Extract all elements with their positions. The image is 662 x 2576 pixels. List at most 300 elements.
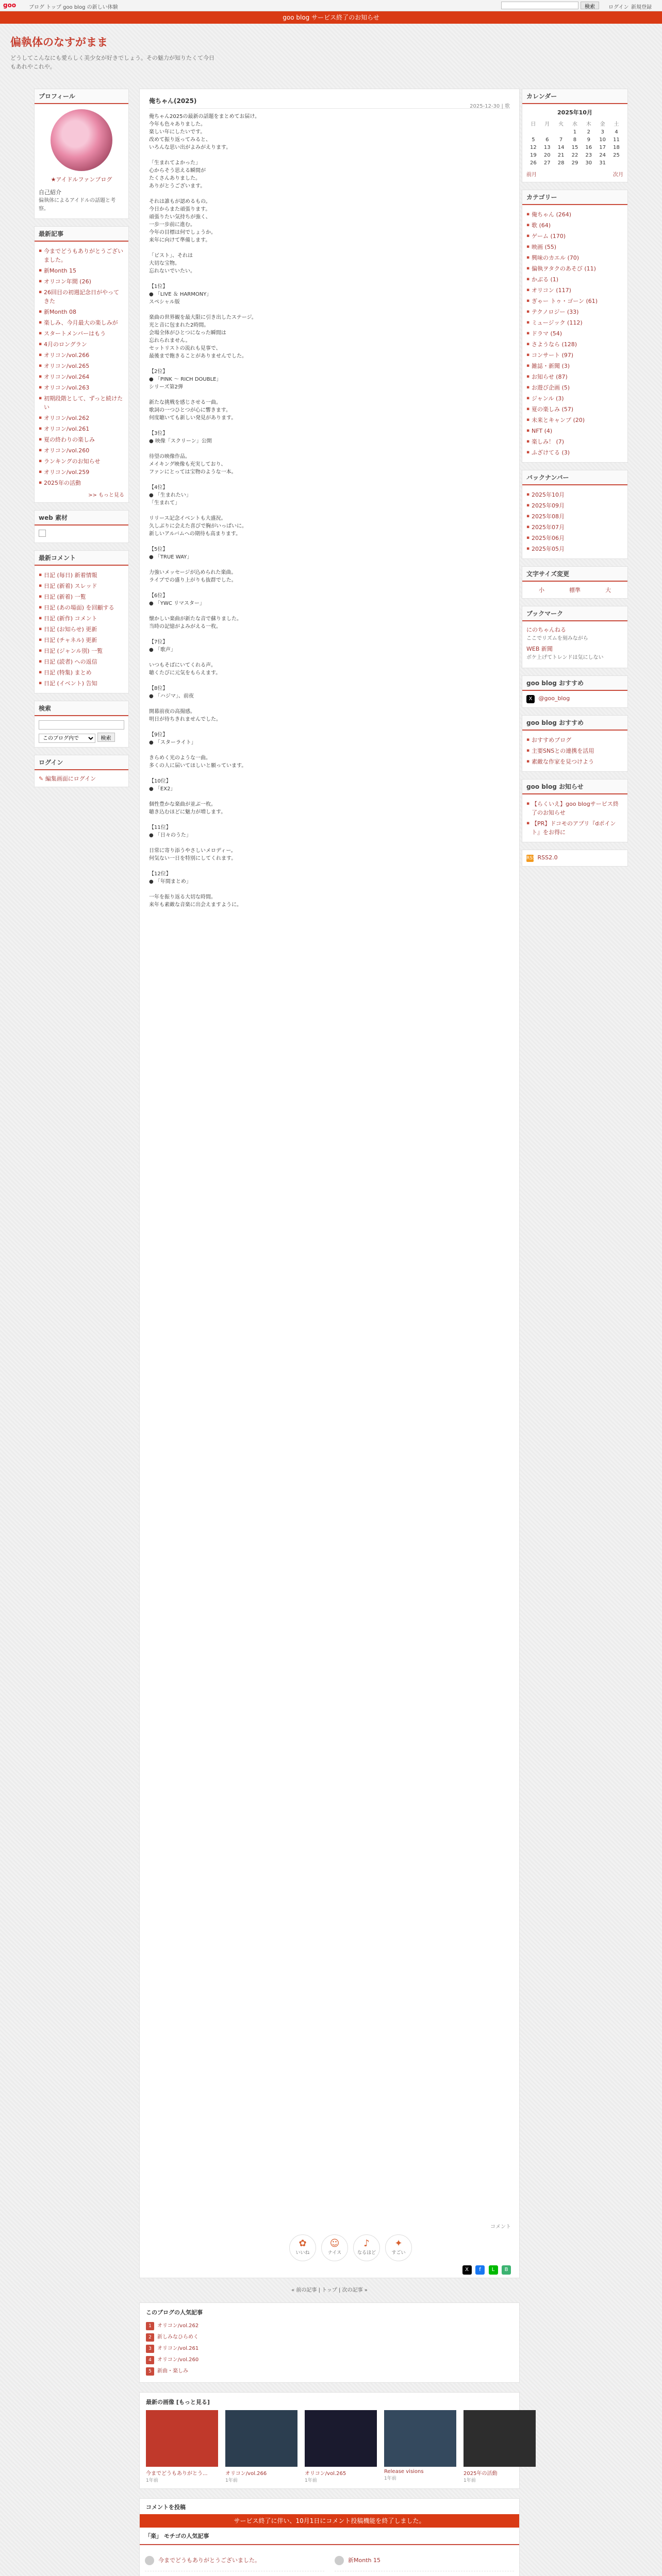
calendar-table xyxy=(526,118,623,167)
popular-posts-list xyxy=(146,2320,513,2377)
bookmark-item xyxy=(526,645,623,660)
reaction-label: いいね xyxy=(295,2250,310,2256)
category-link[interactable]: 興味のカエル (70) xyxy=(532,255,580,261)
list-item xyxy=(39,656,124,667)
list-item xyxy=(39,350,124,361)
latest-image-card[interactable] xyxy=(464,2410,536,2483)
service-end-banner[interactable]: goo blog サービス終了のお知らせ xyxy=(0,11,662,24)
news-list xyxy=(526,799,623,838)
reaction-button[interactable] xyxy=(353,2234,380,2261)
login-box xyxy=(34,755,129,787)
popular-article-link[interactable] xyxy=(348,2571,393,2576)
calendar-day[interactable]: 13 xyxy=(543,145,551,150)
recent-post-link[interactable]: ランキングのお知らせ xyxy=(44,458,101,465)
recommend-list xyxy=(526,735,623,767)
recent-post-link[interactable]: 楽しみ、今月最大の楽しみが xyxy=(44,319,118,326)
article-body xyxy=(149,113,288,909)
ranking-link[interactable]: オリコン/vol.260 xyxy=(157,2357,199,2363)
calendar-week xyxy=(526,151,623,159)
list-item xyxy=(526,382,623,393)
list-item xyxy=(526,361,623,371)
bookmark-share-icon[interactable]: B xyxy=(502,2265,511,2275)
facebook-share-icon[interactable]: f xyxy=(475,2265,485,2275)
recommend-link[interactable]: おすすめブログ xyxy=(532,737,572,743)
recommend-title: goo blog おすすめ xyxy=(522,716,627,731)
left-sidebar xyxy=(34,89,129,794)
category-link[interactable]: 映画 (55) xyxy=(532,244,557,250)
category-link[interactable]: オリコン (117) xyxy=(532,287,571,294)
recent-post-link[interactable]: オリコン年間 (26) xyxy=(44,278,91,285)
latest-image-title[interactable]: 2025年の活動 xyxy=(464,2471,498,2477)
list-item xyxy=(526,220,623,231)
list-item xyxy=(526,393,623,404)
recent-comment-link[interactable]: 日記 (イベント) 告知 xyxy=(44,680,97,687)
recent-comment-link[interactable]: 日記 (読者) への返信 xyxy=(44,658,97,665)
popular-article-item[interactable] xyxy=(335,2550,514,2571)
calendar-day[interactable]: 15 xyxy=(571,145,578,150)
font-size-large-button[interactable]: 大 xyxy=(605,587,611,594)
reaction-button[interactable] xyxy=(321,2234,348,2261)
latest-image-card[interactable] xyxy=(225,2410,297,2483)
calendar-day[interactable]: 31 xyxy=(599,160,606,166)
calendar-day xyxy=(526,128,540,136)
list-item xyxy=(39,570,124,581)
recent-comments-box xyxy=(34,550,129,693)
latest-image-card[interactable] xyxy=(305,2410,377,2483)
list-item xyxy=(39,581,124,591)
recent-comment-link[interactable]: 日記 (新着) 一覧 xyxy=(44,594,86,600)
login-title: ログイン xyxy=(35,755,128,770)
backnumber-link[interactable]: 2025年05月 xyxy=(532,546,565,552)
latest-image-thumbnail[interactable] xyxy=(305,2410,377,2467)
article-date: 2025-12-30 | 歌 xyxy=(470,104,510,109)
profile-description: 偏執体によるアイドルの話題と考察。 xyxy=(39,198,116,212)
calendar-day[interactable]: 12 xyxy=(530,145,537,150)
ranking-item xyxy=(146,2343,513,2354)
list-item xyxy=(39,361,124,371)
article-paragraph: 俺ちゃん2025の最新の話題をまとめてお届け。 今年も色々ありました。 楽しい年にしたいです。 改めて振り返ってみると、 いろんな思い出がよみがえります。 xyxy=(149,114,260,150)
calendar-weekday: 月 xyxy=(544,122,550,127)
recent-post-link[interactable]: オリコン/vol.260 xyxy=(44,447,90,454)
recent-post-link[interactable]: オリコン/vol.259 xyxy=(44,469,90,476)
calendar-day[interactable]: 24 xyxy=(599,152,606,158)
calendar-day[interactable]: 3 xyxy=(601,129,604,135)
category-link[interactable]: 偏執ヲタクのあそび (11) xyxy=(532,265,596,272)
latest-image-title[interactable]: 今までどうもありがとう... xyxy=(146,2471,208,2477)
rss-icon: RSS xyxy=(526,856,536,861)
calendar-week xyxy=(526,128,623,136)
calendar-day[interactable]: 26 xyxy=(530,160,537,166)
rss-box xyxy=(522,850,628,867)
list-item xyxy=(39,265,124,276)
reaction-label: ナイス xyxy=(327,2250,342,2256)
signup-link[interactable]: 新規登録 xyxy=(631,5,652,10)
latest-images-title[interactable]: 最新の画像 [もっと見る] xyxy=(146,2399,210,2405)
blog-search-input[interactable] xyxy=(39,720,124,730)
calendar-day[interactable]: 6 xyxy=(545,137,549,143)
list-item xyxy=(39,635,124,646)
article-paragraph: 【3位】 ● 映像「スクリーン」公開 待望の映像作品。 メイキング映像も充実しており、 ファンにとっては宝物のような一本。 xyxy=(149,431,237,475)
main-column xyxy=(139,89,520,2576)
recommend-link[interactable]: 主要SNSとの連携を活用 xyxy=(532,748,594,754)
recent-post-link[interactable]: 2025年の活動 xyxy=(44,480,81,486)
recent-comment-link[interactable]: 日記 (お知らせ) 更新 xyxy=(44,626,97,633)
reaction-icon: ♪ xyxy=(363,2238,370,2249)
latest-image-date: 1年前 xyxy=(305,2478,317,2483)
calendar-weekday: 水 xyxy=(572,122,577,127)
category-link[interactable]: ゲーム (170) xyxy=(532,233,566,240)
calendar-day[interactable]: 23 xyxy=(585,152,592,158)
font-size-box xyxy=(522,566,628,599)
recent-posts-box xyxy=(34,226,129,503)
article-footer xyxy=(140,2224,519,2278)
comment-post-box xyxy=(139,2498,520,2576)
reaction-icon: ✿ xyxy=(299,2238,307,2249)
category-title: カテゴリー xyxy=(522,190,627,205)
login-link[interactable]: ログイン xyxy=(608,5,629,10)
calendar-day[interactable]: 27 xyxy=(543,160,551,166)
article-pager[interactable]: « 前の記事 | トップ | 次の記事 » xyxy=(291,2287,368,2293)
article-thumb-icon xyxy=(145,2556,154,2565)
list-item xyxy=(39,602,124,613)
category-link[interactable]: コンサート (97) xyxy=(532,352,574,359)
calendar-day[interactable]: 20 xyxy=(543,152,551,158)
latest-image-title[interactable]: オリコン/vol.265 xyxy=(305,2471,346,2477)
list-item xyxy=(526,307,623,317)
calendar-next-link[interactable]: 次月 xyxy=(613,172,623,178)
article-paragraph: それは誰もが認めるもの。 今日からまた頑張ります。 頑張りたい気持ちが強く、 一歩一歩前に進む。 今年の目標は何でしょうか。 来年に向けて準備します。 xyxy=(149,199,216,243)
category-link[interactable]: お遊び企画 (5) xyxy=(532,384,570,391)
category-link[interactable]: ミュージック (112) xyxy=(532,319,583,326)
web-widget-box xyxy=(34,510,129,543)
bookmark-list xyxy=(522,621,627,668)
recent-post-link[interactable]: スタートメンバーはもう xyxy=(44,330,106,337)
line-share-icon[interactable]: L xyxy=(489,2265,498,2275)
rss-link[interactable]: RSS2.0 xyxy=(537,854,558,861)
backnumber-list xyxy=(526,489,623,554)
popular-article-item[interactable] xyxy=(335,2571,514,2576)
article xyxy=(139,89,520,2278)
article-paragraph: 【10位】 ● 「EX2」 個性豊かな楽曲が並ぶ一枚。 聴き込むほどに魅力が増します。 xyxy=(149,778,226,815)
latest-image-date: 1年前 xyxy=(146,2478,158,2483)
list-item xyxy=(39,613,124,624)
list-item xyxy=(526,735,623,745)
list-item xyxy=(526,339,623,350)
calendar-day[interactable]: 10 xyxy=(599,137,606,143)
list-item xyxy=(526,745,623,756)
latest-image-thumbnail[interactable] xyxy=(384,2410,456,2467)
ranking-link[interactable]: オリコン/vol.261 xyxy=(157,2346,199,2351)
calendar-prev-link[interactable]: 前月 xyxy=(526,172,537,178)
popular-article-item[interactable] xyxy=(145,2571,324,2576)
pencil-icon: ✎ xyxy=(39,775,44,782)
calendar-day[interactable]: 9 xyxy=(587,137,590,143)
list-item xyxy=(526,231,623,242)
list-item xyxy=(526,415,623,426)
list-item xyxy=(526,274,623,285)
list-item xyxy=(526,436,623,447)
recent-post-link[interactable]: 26回目の初週記念日がやってきた xyxy=(44,289,119,304)
recent-comment-link[interactable]: 日記 (新着) スレッド xyxy=(44,583,97,589)
list-item xyxy=(39,287,124,307)
latest-image-date: 1年前 xyxy=(225,2478,238,2483)
font-size-small-button[interactable]: 小 xyxy=(539,587,544,594)
share-buttons xyxy=(460,2265,511,2275)
list-item xyxy=(526,242,623,252)
recent-post-link[interactable]: オリコン/vol.262 xyxy=(44,415,90,421)
latest-image-thumbnail[interactable] xyxy=(464,2410,536,2467)
category-link[interactable]: 俺ちゃん (264) xyxy=(532,211,572,218)
profile-box xyxy=(34,89,129,219)
avatar[interactable] xyxy=(51,109,112,171)
list-item xyxy=(526,296,623,307)
recent-comment-link[interactable]: 日記 (チャネル) 更新 xyxy=(44,637,97,643)
list-item xyxy=(526,328,623,339)
category-link[interactable]: 楽しみ！ (7) xyxy=(532,438,565,445)
latest-image-title[interactable]: Release visions xyxy=(384,2469,424,2475)
font-size-title: 文字サイズ変更 xyxy=(522,567,627,582)
reaction-label: すごい xyxy=(391,2250,406,2256)
profile-title: プロフィール xyxy=(35,89,128,104)
list-item xyxy=(526,263,623,274)
ranking-link[interactable]: オリコン/vol.262 xyxy=(157,2323,199,2329)
list-item xyxy=(526,426,623,436)
list-item xyxy=(526,756,623,767)
calendar-day[interactable]: 28 xyxy=(557,160,565,166)
category-link[interactable]: 雑誌・新聞 (3) xyxy=(532,363,570,369)
calendar-day[interactable]: 16 xyxy=(585,145,592,150)
recent-post-link[interactable]: 初期段階として、ずっと続けたい xyxy=(44,395,123,411)
rank-number: 1 xyxy=(146,2322,154,2330)
list-item xyxy=(526,533,623,544)
category-link[interactable]: ぎゃー トゥ・ゴーン (61) xyxy=(532,298,598,304)
article-paragraph: 【5位】 ● 「TRUE WAY」 力強いメッセージが込められた楽曲。 ライブでの盛り上がりも抜群でした。 xyxy=(149,547,237,583)
search-scope-select[interactable] xyxy=(39,734,95,743)
popular-articles-title: 「楽」 モチゴの人気記事 xyxy=(140,2528,519,2545)
article-paragraph: 【9位】 ● 「スターライト」 きらめく光のような一曲。 多くの人に届いてほしいと願っています。 xyxy=(149,732,247,769)
backnumber-link[interactable]: 2025年08月 xyxy=(532,513,565,520)
calendar-day[interactable]: 17 xyxy=(599,145,606,150)
recent-post-link[interactable]: オリコン/vol.265 xyxy=(44,363,90,369)
follow-account-link[interactable]: @goo_blog xyxy=(538,695,570,702)
goo-logo[interactable]: goo xyxy=(3,2,16,9)
calendar-day[interactable]: 5 xyxy=(532,137,535,143)
blog-description: どうしてこんなにも愛らしく美少女が好きでしょう。その魅力が知りたくて今日もあれやこれや。 xyxy=(10,55,214,70)
calendar-month: 2025年10月 xyxy=(557,109,592,116)
popular-article-link[interactable]: 新Month 15 xyxy=(348,2557,380,2564)
list-item xyxy=(526,371,623,382)
search-title: 検索 xyxy=(35,701,128,716)
follow-box xyxy=(522,675,628,708)
ranking-item xyxy=(146,2366,513,2377)
calendar-day[interactable]: 29 xyxy=(571,160,578,166)
calendar-day[interactable]: 19 xyxy=(530,152,537,158)
list-item xyxy=(526,285,623,296)
popular-article-link[interactable]: 今までどうもありがとうございました。 xyxy=(158,2557,260,2564)
global-search-input[interactable] xyxy=(501,2,578,9)
list-item xyxy=(526,252,623,263)
list-item xyxy=(526,799,623,818)
blog-search-button[interactable]: 検索 xyxy=(97,733,115,742)
list-item xyxy=(39,371,124,382)
list-item xyxy=(39,307,124,317)
backnumber-link[interactable]: 2025年10月 xyxy=(532,492,565,498)
global-search-button[interactable]: 検索 xyxy=(581,2,599,9)
recent-post-link[interactable]: オリコン/vol.261 xyxy=(44,426,90,432)
article-paragraph: 【4位】 ● 「生まれたい」 「生まれて」 リリース記念イベントも大盛況。 久しぶりに会えた喜びで胸がいっぱいに。 新しいアルバムへの期待も高まります。 xyxy=(149,485,247,537)
blog-title[interactable]: 偏執体のなすがまま xyxy=(10,36,108,48)
ranking-link[interactable]: 新曲・楽しみ xyxy=(157,2368,188,2374)
calendar-day[interactable]: 8 xyxy=(573,137,577,143)
popular-article-link[interactable] xyxy=(158,2571,191,2576)
news-link[interactable]: 【PR】ドコモのアプリ『dポイント』をお得に xyxy=(532,820,616,836)
recommend-box xyxy=(522,715,628,772)
category-link[interactable]: ジャンル (3) xyxy=(532,395,564,402)
category-link[interactable]: テクノロジー (33) xyxy=(532,309,579,315)
recent-post-link[interactable]: 新Month 15 xyxy=(44,267,76,274)
article-paragraph: 【11位】 ● 「日々のうた」 日常に寄り添うやさしいメロディー。 何気ない一日を特別にしてくれます。 xyxy=(149,825,237,861)
list-item xyxy=(39,456,124,467)
calendar-weekday: 日 xyxy=(531,122,536,127)
latest-image-thumbnail[interactable] xyxy=(225,2410,297,2467)
search-box xyxy=(34,701,129,748)
recent-comment-link[interactable]: 日記 (ジャンル別) 一覧 xyxy=(44,648,103,654)
category-link[interactable]: NFT (4) xyxy=(532,428,553,434)
calendar-week xyxy=(526,144,623,151)
category-link[interactable]: さようなら (128) xyxy=(532,341,577,348)
profile-link[interactable]: ★アイドルファンブログ xyxy=(51,176,112,183)
recent-comment-link[interactable]: 日記 (新作) コメント xyxy=(44,615,97,622)
recent-more-link[interactable]: >> もっと見る xyxy=(88,493,124,498)
popular-articles-grid xyxy=(140,2545,519,2576)
calendar-day xyxy=(609,159,623,167)
latest-images-box xyxy=(139,2392,520,2489)
article-paragraph: 【6位】 ● 「YWC リマスター」 懐かしい楽曲が新たな音で蘇りました。 当時の記憶がよみがえる一枚。 xyxy=(149,593,242,630)
list-item xyxy=(526,447,623,458)
calendar-day[interactable]: 22 xyxy=(571,152,578,158)
list-item xyxy=(526,350,623,361)
comment-closed-banner[interactable]: サービス終了に伴い、10月1日にコメント投稿機能を終了しました。 xyxy=(140,2514,519,2528)
recent-post-link[interactable]: 4月のロングラン xyxy=(44,341,87,348)
popular-posts-title: このブログの人気記事 xyxy=(146,2309,203,2316)
list-item xyxy=(526,489,623,500)
calendar-day[interactable]: 1 xyxy=(573,129,577,135)
list-item xyxy=(39,478,124,488)
category-link[interactable]: 夏の楽しみ (57) xyxy=(532,406,574,413)
backnumber-link[interactable]: 2025年06月 xyxy=(532,535,565,541)
list-item xyxy=(39,423,124,434)
list-item xyxy=(526,511,623,522)
ranking-link[interactable]: 新しみなひらめく xyxy=(157,2334,198,2340)
recent-post-link[interactable]: 今までどうもありがとうございました。 xyxy=(44,248,123,263)
recent-comments-title: 最新コメント xyxy=(35,551,128,566)
recent-post-link[interactable]: 夏の終わりの楽しみ xyxy=(44,436,95,443)
latest-image-card[interactable] xyxy=(384,2410,456,2483)
category-link[interactable]: かぶる (1) xyxy=(532,276,559,283)
recent-post-link[interactable]: オリコン/vol.264 xyxy=(44,374,90,380)
latest-image-date: 1年前 xyxy=(384,2476,396,2481)
list-item xyxy=(526,209,623,220)
bookmark-item xyxy=(526,625,623,641)
recommend-link[interactable]: 素敵な作家を見つけよう xyxy=(532,758,594,765)
calendar-day[interactable]: 4 xyxy=(615,129,618,135)
backnumber-link[interactable]: 2025年07月 xyxy=(532,524,565,531)
category-link[interactable]: お知らせ (87) xyxy=(532,374,568,380)
list-item xyxy=(526,544,623,554)
bookmark-description: ここでリズムを刻みながら xyxy=(526,636,588,641)
calendar-day xyxy=(554,128,568,136)
calendar-day[interactable]: 11 xyxy=(613,137,620,143)
edit-login-link[interactable]: 編集画面にログイン xyxy=(45,775,96,782)
comment-link[interactable]: コメント xyxy=(490,2224,511,2230)
latest-image-title[interactable]: オリコン/vol.266 xyxy=(225,2471,267,2477)
category-list xyxy=(526,209,623,458)
reaction-button[interactable] xyxy=(289,2234,316,2261)
x-share-icon[interactable]: X xyxy=(462,2265,472,2275)
recent-post-link[interactable]: オリコン/vol.266 xyxy=(44,352,90,359)
recent-post-link[interactable]: 新Month 08 xyxy=(44,309,76,315)
backnumber-title: バックナンバー xyxy=(522,470,627,485)
list-item xyxy=(39,276,124,287)
news-link[interactable]: 【らくいえ】goo blogサービス終了のお知らせ xyxy=(532,801,619,816)
calendar-day[interactable]: 18 xyxy=(613,145,620,150)
category-link[interactable]: 未来とキャンプ (20) xyxy=(532,417,585,423)
recent-post-link[interactable]: オリコン/vol.263 xyxy=(44,384,90,391)
recent-comment-link[interactable]: 日記 (あの場面) を回顧する xyxy=(44,604,114,611)
global-header xyxy=(0,0,662,11)
list-item xyxy=(39,467,124,478)
ranking-item xyxy=(146,2332,513,2343)
calendar-day[interactable]: 21 xyxy=(557,152,565,158)
profile-name-label: 自己紹介 xyxy=(39,189,61,196)
recent-comment-link[interactable]: 日記 (毎日) 新着情報 xyxy=(44,572,97,579)
list-item xyxy=(39,624,124,635)
category-link[interactable]: ふざけてる (3) xyxy=(532,449,570,456)
calendar-day[interactable]: 25 xyxy=(613,152,620,158)
list-item xyxy=(39,646,124,656)
list-item xyxy=(39,317,124,328)
news-box xyxy=(522,779,628,842)
backnumber-box xyxy=(522,470,628,559)
article-title[interactable]: 俺ちゃん(2025) xyxy=(149,97,197,105)
ranking-item xyxy=(146,2320,513,2332)
category-link[interactable]: 歌 (64) xyxy=(532,222,551,229)
calendar-day[interactable]: 2 xyxy=(587,129,590,135)
backnumber-link[interactable]: 2025年09月 xyxy=(532,502,565,509)
calendar-day[interactable]: 30 xyxy=(585,160,592,166)
comment-post-title: コメントを投稿 xyxy=(146,2504,186,2511)
calendar-day[interactable]: 14 xyxy=(557,145,565,150)
calendar-day[interactable]: 7 xyxy=(559,137,563,143)
font-size-normal-button[interactable]: 標準 xyxy=(569,587,581,594)
web-widget-title: web 素材 xyxy=(35,511,128,526)
rank-number: 3 xyxy=(146,2345,154,2353)
popular-article-item[interactable] xyxy=(145,2550,324,2571)
recent-comment-link[interactable]: 日記 (特集) まとめ xyxy=(44,669,92,676)
latest-image-card[interactable] xyxy=(146,2410,218,2483)
bookmark-link[interactable]: にのちゃんねる xyxy=(526,626,566,633)
global-nav[interactable]: ブログ トップ goo blog の新しい体験 xyxy=(29,5,118,10)
reaction-button[interactable] xyxy=(385,2234,412,2261)
widget-image-icon[interactable] xyxy=(39,530,46,537)
bookmark-link[interactable]: WEB 新聞 xyxy=(526,646,553,652)
list-item xyxy=(39,434,124,445)
calendar-weekday: 火 xyxy=(558,122,564,127)
recent-posts-title: 最新記事 xyxy=(35,227,128,242)
category-link[interactable]: ドラマ (54) xyxy=(532,330,562,337)
right-sidebar xyxy=(522,89,628,874)
latest-image-thumbnail[interactable] xyxy=(146,2410,218,2467)
